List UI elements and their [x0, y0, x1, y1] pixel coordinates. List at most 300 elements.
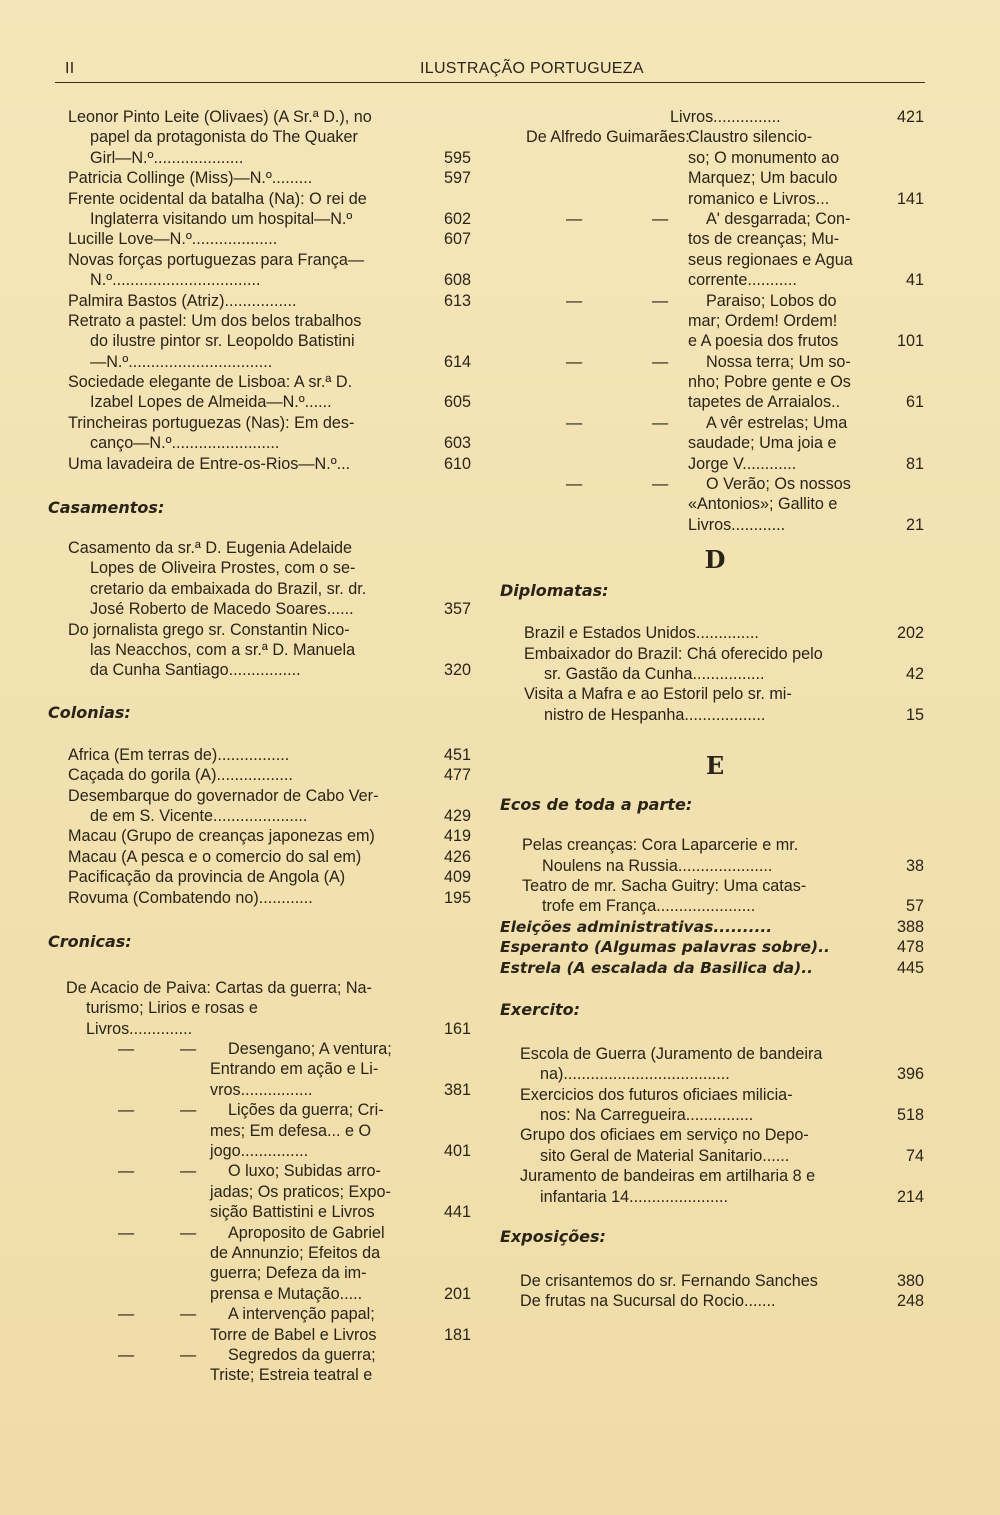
spacer [500, 725, 930, 751]
page-ref: 478 [896, 938, 924, 957]
index-entry [68, 250, 473, 291]
page-ref: 101 [896, 332, 924, 351]
entry-line [500, 1125, 930, 1145]
entry-line [500, 250, 930, 270]
index-entry [68, 867, 473, 887]
entry-line [500, 705, 930, 725]
page-ref: 441 [443, 1203, 471, 1222]
entry-text: Marquez; Um baculo [688, 169, 838, 188]
entry-text: vros................ [210, 1080, 313, 1099]
entry-text: sito Geral de Material Sanitario...... [540, 1146, 790, 1165]
spacer [68, 518, 473, 538]
entry-text: José Roberto de Macedo Soares...... [90, 600, 354, 619]
ditto-dash: — [180, 1040, 197, 1059]
ditto-dash: — [118, 1305, 135, 1324]
page-ref: 608 [443, 271, 471, 290]
entry-text: Visita a Mafra e ao Estoril pelo sr. mi- [524, 685, 792, 704]
entry-line [500, 1146, 930, 1166]
index-entry [68, 1223, 473, 1305]
index-entry [68, 847, 473, 867]
entry-line [68, 454, 473, 474]
entry-text: nho; Pobre gente e Os [688, 373, 851, 392]
entry-line [500, 623, 930, 643]
magazine-title: ILUSTRAÇÃO PORTUGUEZA [420, 60, 644, 77]
page-ref: 74 [905, 1146, 924, 1165]
index-entry [68, 745, 473, 765]
entry-line [68, 786, 473, 806]
ditto-dash: — [566, 475, 583, 494]
section-heading: Diplomatas: [500, 581, 609, 601]
entry-text: De Acacio de Paiva: Cartas da guerra; Na- [66, 978, 372, 997]
entry-text: infantaria 14...................... [540, 1187, 729, 1206]
index-entry [68, 978, 473, 1039]
ditto-dash: — [118, 1162, 135, 1181]
entry-text: Caçada do gorila (A)................. [68, 766, 293, 785]
index-entry [68, 107, 473, 168]
entry-line [68, 620, 473, 640]
page-ref: 518 [896, 1106, 924, 1125]
entry-line [500, 1271, 930, 1291]
spacer [500, 1207, 930, 1227]
ditto-dash: — [180, 1162, 197, 1181]
ditto-dash: — [566, 291, 583, 310]
entry-line [68, 998, 473, 1018]
entry-text: so; O monumento ao [688, 148, 840, 167]
index-entry [68, 888, 473, 908]
index-entry [68, 765, 473, 785]
entry-line [500, 372, 930, 392]
page-ref: 429 [443, 806, 471, 825]
index-entry [500, 1125, 930, 1166]
page-ref: 451 [443, 745, 471, 764]
index-entry [500, 876, 930, 917]
entry-line [68, 888, 473, 908]
entry-text: Brazil e Estados Unidos.............. [524, 624, 759, 643]
spacer [500, 1247, 930, 1271]
section-heading: Casamentos: [48, 498, 165, 518]
entry-text: Entrando em ação e Li- [210, 1060, 379, 1079]
entry-text: jogo............... [210, 1142, 309, 1161]
entry-text: Frente ocidental da batalha (Na): O rei de [68, 189, 367, 208]
entry-line [68, 1202, 473, 1222]
entry-line [68, 372, 473, 392]
entry-text: las Neacchos, com a sr.ª D. Manuela [90, 640, 356, 659]
ditto-dash: — [566, 413, 583, 432]
entry-text: Exercicios dos futuros oficiaes milicia- [520, 1085, 793, 1104]
section-heading: Exposições: [500, 1227, 606, 1247]
entry-line [68, 311, 473, 331]
page-ref: 15 [905, 705, 924, 724]
entry-text: jadas; Os praticos; Expo- [210, 1182, 391, 1201]
spacer [500, 601, 930, 623]
index-letter-e: E [705, 751, 725, 781]
page-ref: 603 [443, 434, 471, 453]
entry-line [68, 1080, 473, 1100]
index-entry [68, 454, 473, 474]
entry-line [68, 1019, 473, 1039]
entry-text: Desembarque do governador de Cabo Ver- [68, 786, 379, 805]
entry-text: nistro de Hespanha.................. [544, 705, 766, 724]
spacer [500, 535, 930, 545]
page-ref: 605 [443, 393, 471, 412]
entry-line [68, 392, 473, 412]
entry-text: tos de creanças; Mu- [688, 230, 840, 249]
entry-line [500, 664, 930, 684]
entry-line [68, 1325, 473, 1345]
entry-text: Casamento da sr.ª D. Eugenia Adelaide [68, 539, 353, 558]
entry-text: corrente........... [688, 271, 797, 290]
entry-line [68, 250, 473, 270]
entry-line [68, 107, 473, 127]
entry-line [68, 640, 473, 660]
entry-line [500, 229, 930, 249]
index-entry [500, 1291, 930, 1311]
page-header [55, 58, 925, 83]
entry-text: —N.º................................ [90, 352, 273, 371]
entry-line [500, 291, 930, 311]
entry-text: «Antonios»; Gallito e [688, 495, 838, 514]
entry-text: da Cunha Santiago................ [90, 661, 301, 680]
entry-line [500, 1044, 930, 1064]
entry-text: Grupo dos oficiaes em serviço no Depo- [520, 1126, 809, 1145]
entry-text: Juramento de bandeiras em artilharia 8 e [520, 1167, 816, 1186]
page-ref: 595 [443, 148, 471, 167]
entry-text: mar; Ordem! Ordem! [688, 311, 838, 330]
spacer [68, 723, 473, 745]
entry-line [68, 538, 473, 558]
entry-text: A intervenção papal; [228, 1305, 375, 1324]
page-ref: 421 [896, 108, 924, 126]
page-ref: 61 [905, 393, 924, 412]
entry-line [500, 331, 930, 351]
spacer [500, 1020, 930, 1044]
entry-text: Sociedade elegante de Lisboa: A sr.ª D. [68, 373, 353, 392]
index-entry [68, 1345, 473, 1386]
entry-line [68, 660, 473, 680]
entry-text: Patricia Collinge (Miss)—N.º......... [68, 169, 313, 188]
ditto-dash: — [118, 1345, 135, 1364]
entry-text: Claustro silencio- [688, 128, 813, 147]
entry-line [500, 494, 930, 514]
entry-text: mes; Em defesa... e O [210, 1121, 372, 1140]
entry-line [68, 1263, 473, 1283]
entry-line [500, 1105, 930, 1125]
index-entry [500, 684, 930, 725]
entry-text: Desengano; A ventura; [228, 1040, 392, 1059]
entry-text: A' desgarrada; Con- [706, 209, 851, 228]
index-entry [500, 209, 930, 291]
left-column [48, 107, 473, 1386]
entry-line [68, 209, 473, 229]
entry-text: sição Battistini e Livros [210, 1203, 375, 1222]
page-ref: 21 [905, 515, 924, 534]
index-entry [68, 620, 473, 681]
spacer [500, 978, 930, 1000]
entry-line [68, 599, 473, 619]
section-heading: Cronicas: [48, 931, 132, 951]
page-ref: 445 [896, 958, 924, 977]
entry-text: De frutas na Sucursal do Rocio....... [520, 1292, 776, 1311]
entry-line [500, 413, 930, 433]
index-entry [68, 372, 473, 413]
entry-text: de em S. Vicente..................... [90, 806, 308, 825]
entry-text: romanico e Livros... [688, 189, 830, 208]
entry-line [68, 1243, 473, 1263]
entry-text: Pelas creanças: Cora Laparcerie e mr. [522, 836, 799, 855]
entry-line [500, 352, 930, 372]
page-ref: 201 [443, 1284, 471, 1303]
entry-text: Novas forças portuguezas para França— [68, 250, 365, 269]
index-entry [500, 1044, 930, 1085]
entry-text-bold: Eleições administrativas.......... [500, 917, 773, 936]
page-ref: 195 [443, 888, 471, 907]
right-column [500, 107, 930, 1312]
page-ref: 81 [905, 454, 924, 473]
index-entry [500, 107, 930, 127]
index-entry [68, 1039, 473, 1100]
entry-text: Livros.............. [86, 1019, 193, 1038]
entry-text: Pacificação da provincia de Angola (A) [68, 868, 346, 887]
entry-line [68, 1039, 473, 1059]
index-entry [500, 1085, 930, 1126]
ditto-dash: — [180, 1305, 197, 1324]
entry-text: de Annunzio; Efeitos da [210, 1243, 381, 1262]
entry-line [68, 148, 473, 168]
entry-text: Do jornalista grego sr. Constantin Nico- [68, 620, 350, 639]
entry-text: Aproposito de Gabriel [228, 1223, 385, 1242]
entry-text: Inglaterra visitando um hospital—N.º [90, 209, 353, 228]
entry-text: A vêr estrelas; Uma [706, 413, 848, 432]
ditto-dash: — [566, 352, 583, 371]
entry-line [500, 917, 930, 937]
entry-line [500, 937, 930, 957]
page-ref: 419 [443, 827, 471, 846]
entry-text: Trincheiras portuguezas (Nas): Em des- [68, 413, 355, 432]
entry-line [68, 1182, 473, 1202]
page-ref: 396 [896, 1065, 924, 1084]
entry-line [68, 189, 473, 209]
entry-line [68, 127, 473, 147]
entry-line [68, 1304, 473, 1324]
index-entry [500, 291, 930, 352]
index-entry [68, 1100, 473, 1161]
page-ref: 42 [905, 664, 924, 683]
entry-line [68, 433, 473, 453]
entry-text: canço—N.º........................ [90, 434, 280, 453]
index-entry [68, 311, 473, 372]
entry-text: Triste; Estreia teatral e [210, 1366, 373, 1385]
page-ref: 380 [896, 1272, 924, 1291]
entry-line [68, 765, 473, 785]
entry-text: Africa (Em terras de)................ [68, 745, 290, 764]
entry-text: papel da protagonista do The Quaker [90, 128, 358, 147]
index-entry [500, 1166, 930, 1207]
spacer [500, 781, 930, 795]
index-entry [68, 1304, 473, 1345]
entry-text: Segredos da guerra; [228, 1345, 376, 1364]
ditto-dash: — [652, 291, 669, 310]
ditto-dash: — [652, 209, 669, 228]
entry-text: Escola de Guerra (Juramento de bandeira [520, 1044, 823, 1063]
entry-text: Lucille Love—N.º................... [68, 230, 278, 249]
page-number: II [65, 60, 75, 77]
ditto-dash: — [652, 475, 669, 494]
entry-line [68, 978, 473, 998]
entry-line [68, 229, 473, 249]
entry-text: prensa e Mutação..... [210, 1284, 363, 1303]
entry-line [68, 1121, 473, 1141]
entry-line [68, 745, 473, 765]
entry-line [68, 1284, 473, 1304]
spacer [68, 908, 473, 932]
entry-text: Uma lavadeira de Entre-os-Rios—N.º... [68, 454, 351, 473]
page-ref: 388 [896, 917, 924, 936]
entry-line [500, 644, 930, 664]
page-ref: 401 [443, 1142, 471, 1161]
entry-text: Paraiso; Lobos do [706, 291, 837, 310]
index-entry [500, 623, 930, 643]
ditto-dash: — [652, 413, 669, 432]
entry-line [500, 189, 930, 209]
entry-text: Retrato a pastel: Um dos belos trabalhos [68, 311, 362, 330]
entry-line [500, 311, 930, 331]
entry-line [68, 331, 473, 351]
entry-text: Nossa terra; Um so- [706, 352, 851, 371]
page-ref: 141 [896, 189, 924, 208]
page-ref: 426 [443, 847, 471, 866]
index-entry [500, 1271, 930, 1291]
page-ref: 477 [443, 766, 471, 785]
ditto-dash: — [566, 209, 583, 228]
entry-text: O Verão; Os nossos [706, 475, 851, 494]
entry-text-bold: Esperanto (Algumas palavras sobre).. [500, 938, 830, 957]
entry-text: Rovuma (Combatendo no)............ [68, 888, 313, 907]
entry-text-bold: Estrela (A escalada da Basilica da).. [500, 958, 813, 977]
entry-line [68, 1223, 473, 1243]
entry-line [500, 454, 930, 474]
entry-text: nos: Na Carregueira............... [540, 1106, 754, 1125]
entry-text: Izabel Lopes de Almeida—N.º...... [90, 393, 332, 412]
entry-line [500, 856, 930, 876]
page-ref: 38 [905, 856, 924, 875]
entry-line [500, 127, 930, 147]
entry-line [500, 684, 930, 704]
page-ref: 202 [896, 624, 924, 643]
entry-text: Torre de Babel e Livros [210, 1325, 377, 1344]
page-ref: 602 [443, 209, 471, 228]
page-ref: 214 [896, 1187, 924, 1206]
section-heading: Colonias: [48, 702, 131, 722]
ditto-dash: — [180, 1101, 197, 1120]
entry-line [68, 413, 473, 433]
entry-text: Noulens na Russia..................... [542, 856, 773, 875]
index-entry [68, 786, 473, 827]
entry-line [500, 209, 930, 229]
index-entry [68, 413, 473, 454]
ditto-dash: — [118, 1223, 135, 1242]
entry-line [68, 352, 473, 372]
entry-line [500, 876, 930, 896]
entry-author: De Alfredo Guimarães: [526, 128, 690, 147]
page-ref: 614 [443, 352, 471, 371]
entry-line [500, 392, 930, 412]
entry-text: Lições da guerra; Cri- [228, 1101, 384, 1120]
page-ref: 161 [443, 1019, 471, 1038]
entry-text: guerra; Defeza da im- [210, 1264, 367, 1283]
entry-text: De crisantemos do sr. Fernando Sanches [520, 1272, 818, 1291]
entry-line [68, 558, 473, 578]
entry-line [68, 867, 473, 887]
entry-line [500, 107, 930, 127]
entry-text: Livros............ [688, 515, 786, 534]
entry-text: Macau (Grupo de creanças japonezas em) [68, 827, 375, 846]
entry-text: O luxo; Subidas arro- [228, 1162, 381, 1181]
ditto-dash: — [118, 1040, 135, 1059]
index-entry [500, 644, 930, 685]
entry-line [68, 270, 473, 290]
index-entry [68, 291, 473, 311]
entry-line [68, 291, 473, 311]
section-heading: Exercito: [500, 999, 580, 1019]
entry-line [68, 1141, 473, 1161]
entry-text: turismo; Lirios e rosas e [86, 999, 258, 1018]
entry-text: Macau (A pesca e o comercio do sal em) [68, 847, 362, 866]
entry-text: Teatro de mr. Sacha Guitry: Uma catas- [522, 876, 807, 895]
page-ref: 41 [905, 271, 924, 290]
index-letter-d: D [704, 545, 726, 575]
section-heading: Ecos de toda a parte: [500, 795, 693, 815]
entry-line [500, 1064, 930, 1084]
index-entry [500, 474, 930, 535]
index-entry [500, 127, 930, 209]
entry-line [500, 168, 930, 188]
entry-text: saudade; Uma joia e [688, 434, 837, 453]
index-entry [68, 538, 473, 620]
entry-line [68, 806, 473, 826]
entry-line [68, 579, 473, 599]
entry-text: tapetes de Arraialos.. [688, 393, 841, 412]
entry-line [500, 835, 930, 855]
page-ref: 320 [443, 661, 471, 680]
entry-line [500, 433, 930, 453]
page-ref: 409 [443, 868, 471, 887]
entry-text: Jorge V............ [688, 454, 797, 473]
entry-text: Livros............... [670, 108, 781, 126]
index-entry [500, 413, 930, 474]
entry-line [500, 1166, 930, 1186]
entry-text: N.º................................. [90, 271, 261, 290]
entry-line [68, 847, 473, 867]
index-entry [500, 835, 930, 876]
page-ref: 597 [443, 169, 471, 188]
page-ref: 57 [905, 897, 924, 916]
entry-text: Embaixador do Brazil: Chá oferecido pelo [524, 644, 823, 663]
entry-line [68, 1100, 473, 1120]
spacer [68, 681, 473, 703]
ditto-dash: — [180, 1223, 197, 1242]
entry-text: do ilustre pintor sr. Leopoldo Batistini [90, 332, 355, 351]
entry-line [500, 896, 930, 916]
ditto-dash: — [652, 352, 669, 371]
entry-text: Girl—N.º.................... [90, 148, 244, 167]
entry-line [68, 826, 473, 846]
entry-text: na)..................................... [540, 1065, 730, 1084]
index-entry [68, 1161, 473, 1222]
index-entry [68, 826, 473, 846]
spacer [68, 952, 473, 978]
spacer [500, 815, 930, 835]
entry-text: Lopes de Oliveira Prostes, com o se- [90, 559, 356, 578]
